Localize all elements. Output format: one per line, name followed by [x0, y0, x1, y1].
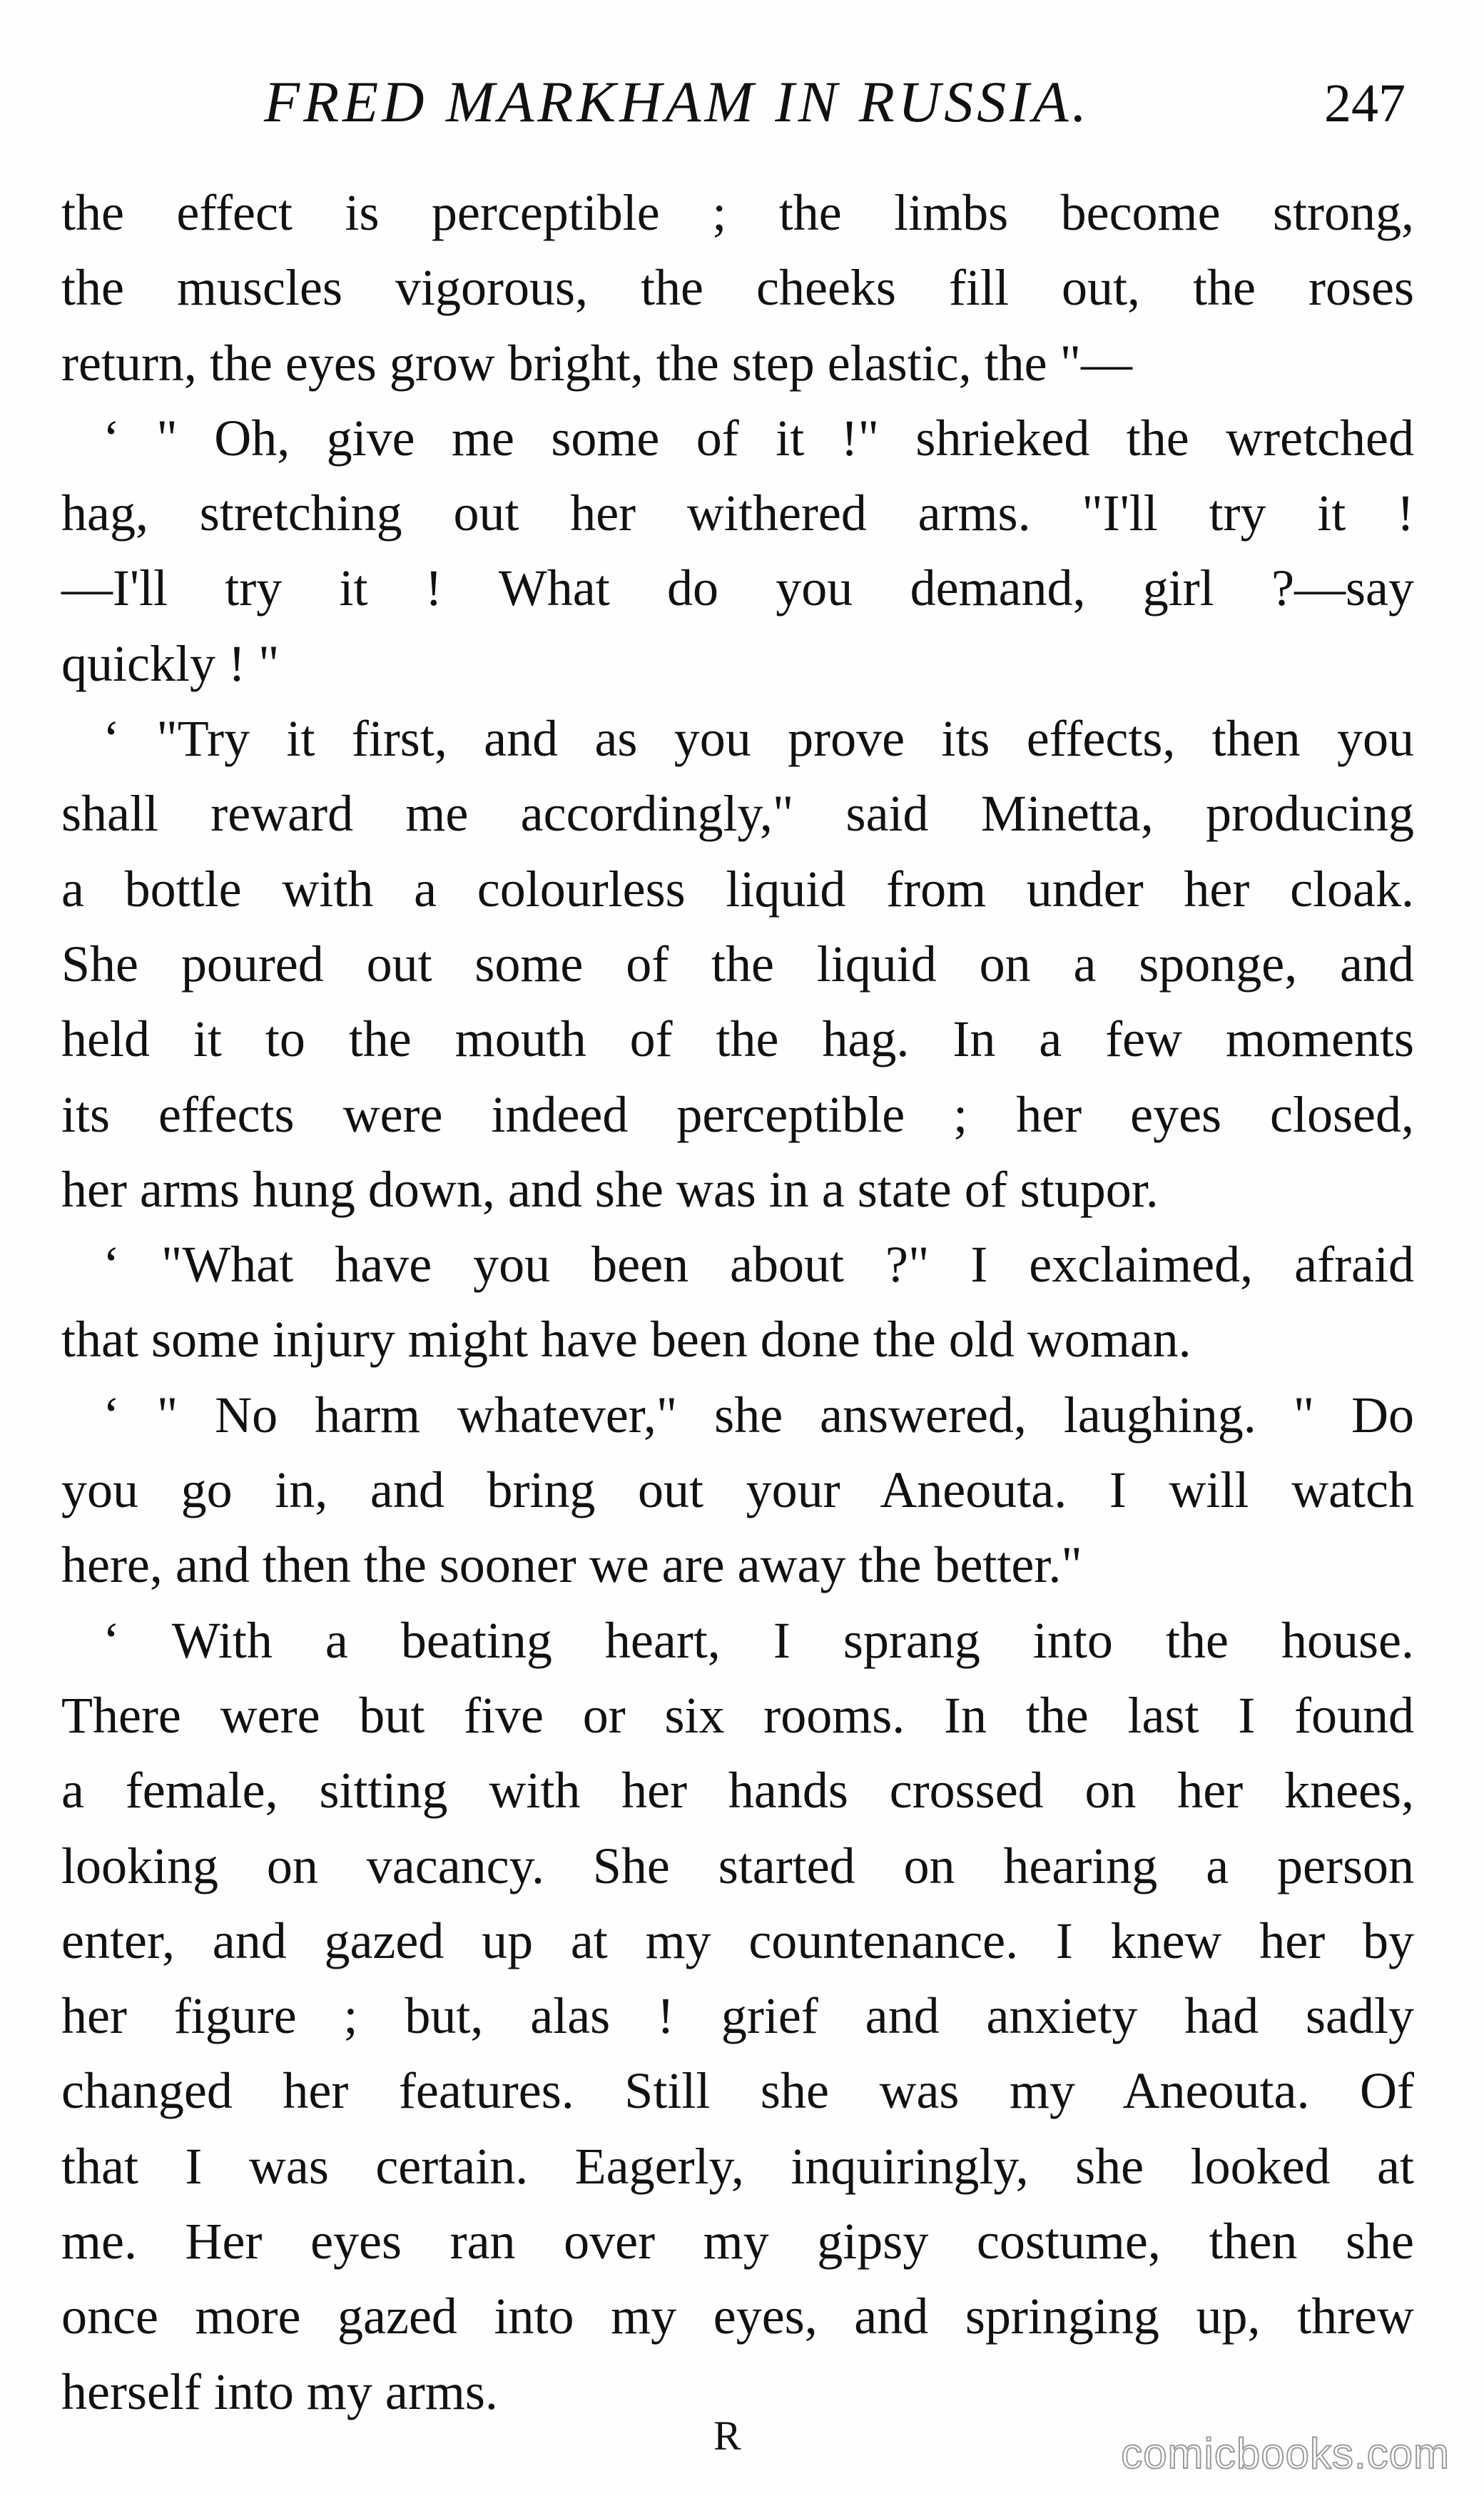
text-line: hag, stretching out her withered arms. "I'll try it !	[61, 485, 1414, 542]
text-line: There were but five or six rooms. In the last I found	[61, 1686, 1414, 1744]
text-line: a bottle with a colourless liquid from under her cloak.	[61, 860, 1414, 918]
text-line: me. Her eyes ran over my gipsy costume, then she	[61, 2213, 1414, 2271]
text-line: quickly ! "	[61, 634, 280, 692]
text-line: the muscles vigorous, the cheeks fill out, the roses	[61, 259, 1414, 317]
page-number: 247	[1324, 73, 1406, 133]
text-line: here, and then the sooner we are away the better."	[61, 1536, 1082, 1594]
text-line: held it to the mouth of the hag. In a few moments	[61, 1010, 1414, 1068]
text-line: looking on vacancy. She started on hearing a person	[61, 1837, 1414, 1894]
text-line: its effects were indeed perceptible ; her eyes closed,	[61, 1085, 1414, 1143]
text-line: herself into my arms.	[61, 2363, 498, 2420]
signature-mark: R	[713, 2413, 741, 2459]
text-line: ‘ "Try it first, and as you prove its effects, then you	[103, 710, 1414, 768]
text-line: ‘ With a beating heart, I sprang into the house.	[103, 1611, 1414, 1669]
text-line: changed her features. Still she was my Aneouta. Of	[61, 2062, 1414, 2120]
text-line: her arms hung down, and she was in a state of stupor.	[61, 1160, 1159, 1218]
text-line: you go in, and bring out your Aneouta. I will watch	[61, 1461, 1414, 1519]
text-line: the effect is perceptible ; the limbs become strong,	[61, 184, 1414, 241]
text-line: shall reward me accordingly," said Minetta, producing	[61, 785, 1414, 843]
text-line: that I was certain. Eagerly, inquiringly, she looked at	[61, 2137, 1414, 2195]
text-line: enter, and gazed up at my countenance. I knew her by	[61, 1912, 1414, 1969]
text-line: her figure ; but, alas ! grief and anxiety had sadly	[61, 1987, 1414, 2045]
text-line: She poured out some of the liquid on a sponge, and	[61, 935, 1414, 993]
body-text	[61, 176, 1414, 2430]
text-line: return, the eyes grow bright, the step elastic, the "—	[61, 334, 1132, 392]
text-line: a female, sitting with her hands crossed on her knees,	[61, 1762, 1414, 1820]
text-line: that some injury might have been done the old woman.	[61, 1311, 1191, 1369]
running-title: FRED MARKHAM IN RUSSIA.	[264, 69, 1090, 134]
running-head	[0, 69, 1484, 154]
text-line: ‘ "What have you been about ?" I exclaimed, afraid	[103, 1236, 1414, 1294]
watermark: comicbooks.com	[1121, 2430, 1450, 2477]
text-line: ‘ " No harm whatever," she answered, laughing. " Do	[103, 1386, 1414, 1444]
text-line: once more gazed into my eyes, and springing up, threw	[61, 2288, 1414, 2345]
text-line: —I'll try it ! What do you demand, girl ?—say	[61, 559, 1414, 617]
text-line: ‘ " Oh, give me some of it !" shrieked the wretched	[103, 409, 1414, 467]
